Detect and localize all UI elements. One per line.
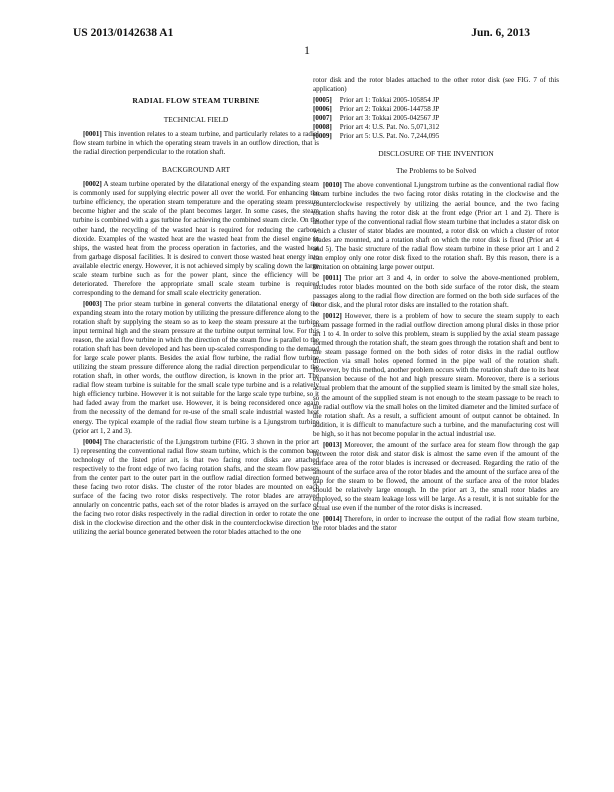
problems-heading: The Problems to be Solved bbox=[395, 166, 477, 176]
paragraph-number: [0014] bbox=[323, 515, 342, 524]
paragraph-number: [0001] bbox=[83, 130, 102, 139]
paragraph-number: [0008] bbox=[313, 123, 332, 132]
publication-date: Jun. 6, 2013 bbox=[471, 27, 530, 39]
document-title: RADIAL FLOW STEAM TURBINE bbox=[132, 96, 260, 105]
paragraph-text: The above conventional Ljungstrom turbine as the conventional radial flow steam turbine includes the two facing rotor disks rotating in the clockwise and the counterclockwise respectively by utilizing the aerial bounce, and the two facing rotation shafts having the rotor disk at the front edge (Prior art 1 and 2). There is another type of the conventional radial flow steam turbine that includes a stator disk on which a cluster of stator blades are mounted, a rotor disk on which a cluster of rotor blades are mounted, and a rotation shaft on which the rotor disk is fixed (Prior art 4 and 5). The basic structure of the radial flow steam turbine in these prior art 1 and 2 can employ only one rotor disk fixed to the rotation shaft. By this reason, there is a limitation on obtaining large power output. bbox=[313, 181, 559, 271]
paragraph-number: [0002] bbox=[83, 180, 102, 189]
prior-art-citation: Prior art 4: U.S. Pat. No. 5,071,312 bbox=[339, 123, 440, 132]
background-art-heading: BACKGROUND ART bbox=[162, 165, 230, 175]
paragraph-number: [0010] bbox=[323, 181, 342, 190]
paragraph-number: [0011] bbox=[323, 273, 342, 282]
paragraph-0013 bbox=[313, 441, 559, 513]
paragraph-0003 bbox=[73, 300, 319, 436]
publication-number: US 2013/0142638 A1 bbox=[73, 27, 174, 39]
paragraph-number: [0004] bbox=[83, 437, 102, 446]
prior-art-0006 bbox=[313, 105, 559, 114]
prior-art-0009 bbox=[313, 132, 559, 141]
paragraph-text: However, there is a problem of how to secure the steam supply to each steam passage formed in the radial outflow direction among plural disks in those prior art 1 to 4. In order to solve this problem, steam is supplied by the axial steam passage formed through the rotation shaft, the steam goes through the rotation shaft and bent to the steam passage formed on the both sides of rotor disks in the radial outflow direction via small holes opened formed in the pipe wall of the rotation shaft. However, by this method, another problem occurs with the rotation shaft due to its heat expansion because of the hot and high pressure steam. Moreover, there is a serious actual problem that the amount of the supplied steam is limited by the small size holes, so the amount of the supplied steam is not enough to the steam passage to be reach to the radial outflow via the small holes on the limited diameter and the limited surface of the rotation shaft. As a result, a sufficient amount of output cannot be obtained. In addition, it is difficult to manufacture such a turbine, and the manufacturing cost will be high, so it has not become popular in the actual industrial use. bbox=[313, 312, 559, 438]
paragraph-0002 bbox=[73, 180, 319, 298]
paragraph-continuation: rotor disk and the rotor blades attached to the other rotor disk (see FIG. 7 of this application) bbox=[313, 76, 559, 94]
paragraph-0012 bbox=[313, 312, 559, 439]
prior-art-0007 bbox=[313, 114, 559, 123]
paragraph-text: The prior art 3 and 4, in order to solve the above-mentioned problem, includes rotor blades mounted on the both side surface of the rotor disk, the steam passages along to the radial flow direction are formed on the both side surfaces of the rotor disk, and the plural rotor disks are installed to the rotation shaft. bbox=[313, 273, 559, 310]
paragraph-number: [0007] bbox=[313, 114, 332, 123]
prior-art-0005 bbox=[313, 96, 559, 105]
left-column bbox=[73, 96, 319, 539]
right-column bbox=[313, 76, 559, 535]
paragraph-0004 bbox=[73, 438, 319, 538]
prior-art-0008 bbox=[313, 123, 559, 132]
paragraph-0014 bbox=[313, 515, 559, 533]
disclosure-heading: DISCLOSURE OF THE INVENTION bbox=[378, 149, 494, 159]
paragraph-number: [0005] bbox=[313, 96, 332, 105]
prior-art-citation: Prior art 2: Tokkai 2006-144758 JP bbox=[339, 105, 440, 114]
prior-art-citation: Prior art 5: U.S. Pat. No. 7,244,095 bbox=[339, 132, 440, 141]
paragraph-number: [0009] bbox=[313, 132, 332, 141]
paragraph-number: [0006] bbox=[313, 105, 332, 114]
paragraph-text: The prior steam turbine in general converts the dilatational energy of the expanding steam into the rotary motion by utilizing the pressure difference along to the rotation shaft by supplying the steam so as to keep the steam pressure at the turbine input terminal high and the steam pressure at the turbine output terminal low. For this reason, the axial flow turbine in which the direction of the steam flow is parallel to the rotation shaft has been developed and has been up-scaled corresponding to the demand for large scale power plants. Besides the axial flow turbine, the radial flow turbine utilizing the steam pressure difference along the radial direction perpendicular to the rotation shaft, in other words, the outflow direction, is known in the prior art. The radial flow steam turbine is suitable for the small scale type turbine and is a relatively high efficiency turbine. However it is not suitable for the large scale type turbine, so it had faded away from the market use. However, it is being reconsidered once again from the necessity of the demand for re-use of the small scale industrial wasted heat energy. The typical example of the radial flow steam turbine is a Ljungstrom turbine (prior art 1, 2 and 3). bbox=[73, 299, 319, 435]
prior-art-citation: Prior art 1: Tokkai 2005-105854 JP bbox=[339, 96, 440, 105]
paragraph-text: Moreover, the amount of the surface area for steam flow through the gap between the rotor disk and stator disk is almost the same even if the amount of the surface area of the rotor blades is increased or decreased. Regarding the ratio of the amount of the surface area of the rotor blades and the amount of the surface area of the gap for the steam to be flowed, the amount of the surface area of the rotor blades should be relatively large enough. In the prior art 3, the small rotor blades are employed, so the steam leakage loss will be large. As a result, it is not suitable for the actual use even if the number of the rotor disks is increased. bbox=[313, 440, 560, 513]
paragraph-text: A steam turbine operated by the dilatational energy of the expanding steam is commonly used for supplying electric power all over the world. For enhancing the turbine efficiency, the operation steam temperature and the operating steam pressure become higher and the scale of the plant becomes larger. In some cases, the steam turbine is combined with a gas turbine for achieving the combined steam circle. On the other hand, the recycling of the wasted heat is required for reducing the carbon-dioxide. Examples of the wasted heat are the wasted heat from the diesel engine in ships, the wasted heat from the process operation in factories, and the wasted heat from garbage disposal facilities. It is desired to convert those wasted heat energy into available electric energy. However, it is not achieved simply by scaling down the large scale steam turbine such as for the power plant, since the efficiency will be deteriorated. Therefore the appropriate small scale steam turbine is required corresponding to the demand for small scale electricity generation. bbox=[73, 180, 319, 297]
paragraph-text: The characteristic of the Ljungstrom turbine (FIG. 3 shown in the prior art 1) representing the conventional radial flow steam turbine, which is the common base technology of the listed prior art, is that two facing rotor disks are attached respectively to the front edge of two facing rotation shafts, and the steam flow passes from the center part to the outer part in the outflow radial direction formed between these facing two rotor disks. The cluster of the rotor blades are mounted on each surface of the facing two rotor disks respectively. The rotor blades are arrayed annularly on concentric paths, each set of the rotor blades is arrayed on the surface of the facing two rotor disks respectively in the radial direction in order to rotate the one disk in the clockwise direction and the other disk in the counterclockwise direction by utilizing the aerial bounce generated between the rotor blades attached to the one bbox=[73, 437, 319, 537]
paragraph-text: This invention relates to a steam turbine, and particularly relates to a radial flow steam turbine in which the operating steam travels in an outflow direction, that is the radial direction perpendicular to the rotation shaft. bbox=[73, 130, 319, 157]
paragraph-number: [0012] bbox=[323, 312, 342, 321]
paragraph-text: Therefore, in order to increase the output of the radial flow steam turbine, the rotor blades and the stator bbox=[313, 515, 559, 533]
paragraph-number: [0003] bbox=[83, 299, 102, 308]
technical-field-heading: TECHNICAL FIELD bbox=[163, 115, 229, 125]
paragraph-0001 bbox=[73, 130, 319, 157]
paragraph-number: [0013] bbox=[323, 440, 342, 449]
prior-art-citation: Prior art 3: Tokkai 2005-042567 JP bbox=[339, 114, 440, 123]
paragraph-0010 bbox=[313, 181, 559, 271]
page-number: 1 bbox=[304, 43, 310, 57]
paragraph-0011 bbox=[313, 274, 559, 310]
